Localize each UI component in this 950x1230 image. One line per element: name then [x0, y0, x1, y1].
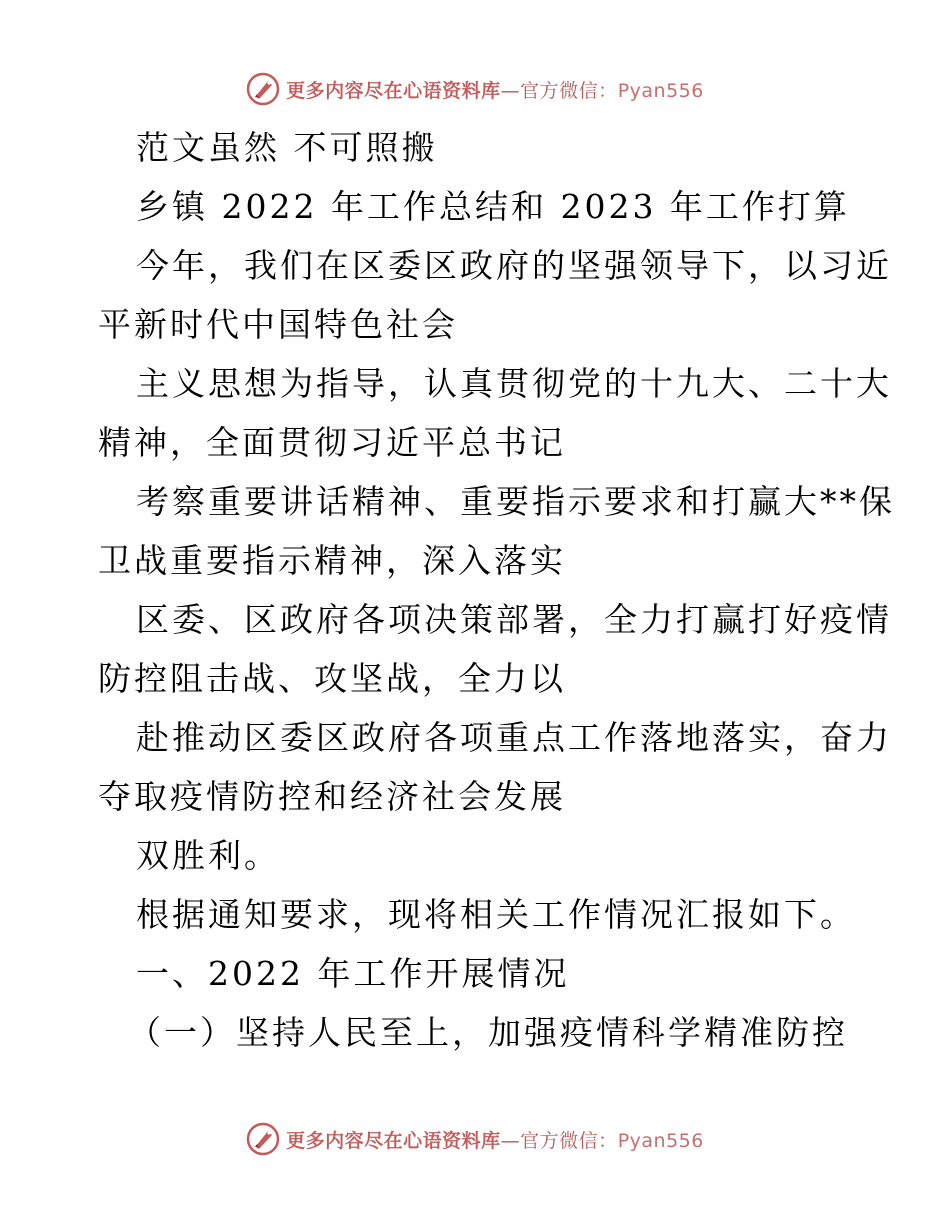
document-line: 今年，我们在区委区政府的坚强领导下，以习近 [136, 246, 892, 285]
watermark-label: 官方微信： [520, 79, 618, 102]
document-line: 防控阻击战、攻坚战，全力以 [98, 659, 566, 698]
document-line: 平新时代中国特色社会 [98, 305, 458, 344]
watermark-wechat-id: Pyan556 [617, 79, 704, 102]
document-line: 根据通知要求，现将相关工作情况汇报如下。 [136, 895, 856, 934]
document-line: 范文虽然 不可照搬 [136, 128, 438, 167]
document-line: 夺取疫情防控和经济社会发展 [98, 777, 566, 816]
document-line: 区委、区政府各项决策部署，全力打赢打好疫情 [136, 600, 892, 639]
watermark-separator: — [500, 1129, 521, 1152]
watermark-separator: — [500, 79, 521, 102]
document-line: 主义思想为指导，认真贯彻党的十九大、二十大 [136, 364, 892, 403]
pen-nib-logo-icon [246, 1122, 280, 1156]
watermark-brand: 更多内容尽在心语资料库 [286, 1129, 501, 1152]
watermark-label: 官方微信： [520, 1129, 618, 1152]
document-line: 精神，全面贯彻习近平总书记 [98, 423, 566, 462]
document-body [98, 118, 895, 1062]
document-line: 卫战重要指示精神，深入落实 [98, 541, 566, 580]
footer-watermark [0, 1122, 950, 1156]
watermark-text [286, 76, 704, 103]
document-line: 考察重要讲话精神、重要指示要求和打赢大**保 [136, 482, 895, 521]
document-line: 赴推动区委区政府各项重点工作落地落实，奋力 [136, 718, 892, 757]
document-line: （一）坚持人民至上，加强疫情科学精准防控 [128, 1013, 848, 1052]
pen-nib-logo-icon [246, 72, 280, 106]
watermark-brand: 更多内容尽在心语资料库 [286, 79, 501, 102]
document-line: 乡镇 2022 年工作总结和 2023 年工作打算 [136, 187, 850, 226]
document-line: 双胜利。 [136, 836, 280, 875]
watermark-wechat-id: Pyan556 [617, 1129, 704, 1152]
header-watermark [0, 72, 950, 106]
watermark-text [286, 1126, 704, 1153]
document-line: 一、2022 年工作开展情况 [136, 954, 570, 993]
